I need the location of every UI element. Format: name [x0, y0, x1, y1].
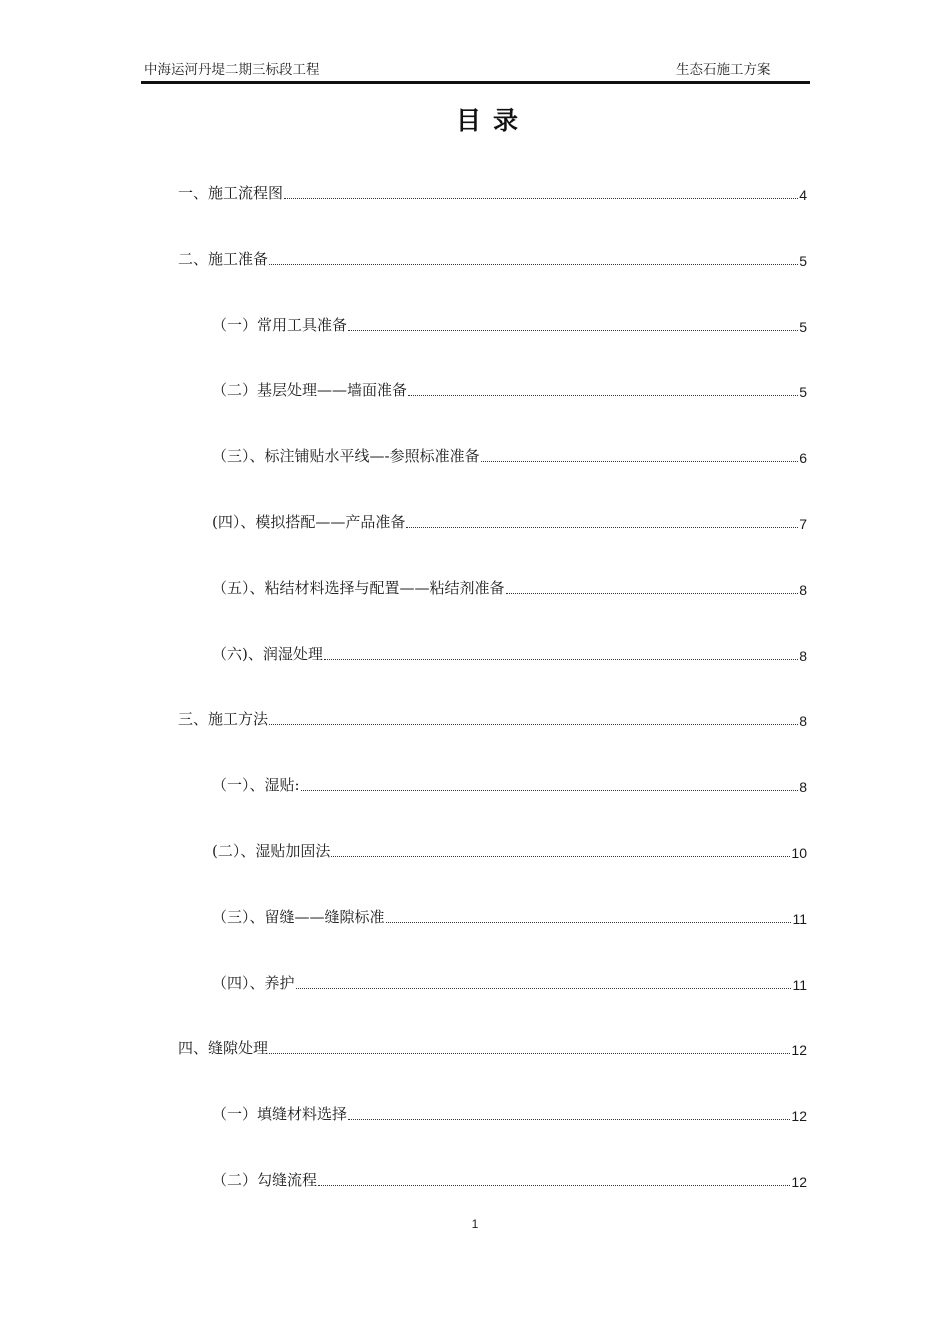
toc-dot-leader [269, 264, 798, 265]
toc-entry[interactable] [212, 905, 807, 927]
toc-entry-label: 二、施工准备 [178, 250, 269, 268]
toc-dot-leader [284, 198, 798, 199]
toc-entry-page: 8 [799, 779, 807, 795]
toc-dot-leader [348, 330, 798, 331]
toc-entry[interactable] [212, 510, 807, 532]
header-document-title: 生态石施工方案 [676, 62, 771, 78]
toc-entry[interactable] [212, 839, 807, 861]
toc-entry-page: 11 [792, 911, 807, 927]
toc-entry-label: （四）、养护 [212, 974, 295, 992]
toc-entry-page: 5 [799, 253, 807, 269]
toc-dot-leader [481, 461, 799, 462]
toc-entry[interactable] [212, 642, 807, 664]
toc-entry[interactable] [212, 576, 807, 598]
toc-entry[interactable] [212, 378, 807, 400]
toc-entry-label: （二）基层处理——墙面准备 [212, 381, 408, 399]
toc-entry[interactable] [212, 971, 807, 993]
toc-dot-leader [406, 527, 798, 528]
toc-entry-page: 12 [791, 1042, 807, 1058]
toc-entry-page: 12 [791, 1174, 807, 1190]
toc-entry-label: （二）勾缝流程 [212, 1171, 318, 1189]
toc-entry-label: （五）、粘结材料选择与配置——粘结剂准备 [212, 579, 505, 597]
toc-dot-leader [386, 922, 792, 923]
toc-title: 目录 [455, 106, 530, 135]
toc-entry-label: （六)、润湿处理 [212, 645, 323, 663]
toc-entry-label: (四）、模拟搭配——产品准备 [212, 513, 406, 531]
toc-dot-leader [296, 988, 792, 989]
header-divider [141, 81, 810, 84]
toc-entry-page: 5 [799, 319, 807, 335]
toc-entry-label: （三）、标注铺贴水平线—-参照标准准备 [212, 447, 480, 465]
toc-entry[interactable] [212, 1102, 807, 1124]
toc-entry[interactable] [212, 1168, 807, 1190]
toc-entry-label: 四、缝隙处理 [178, 1039, 269, 1057]
toc-dot-leader [269, 1053, 790, 1054]
page-number: 1 [471, 1217, 479, 1231]
toc-entry[interactable] [212, 444, 807, 466]
toc-entry[interactable] [178, 181, 807, 203]
toc-entry-page: 8 [799, 713, 807, 729]
toc-entry[interactable] [178, 707, 807, 729]
toc-entry-label: 一、施工流程图 [178, 184, 284, 202]
toc-entry-label: （一）、湿贴: [212, 776, 300, 794]
toc-entry-page: 5 [799, 384, 807, 400]
toc-entry-page: 6 [799, 450, 807, 466]
toc-dot-leader [318, 1185, 790, 1186]
toc-entry-page: 11 [792, 977, 807, 993]
toc-entry-page: 8 [799, 582, 807, 598]
toc-entry-page: 7 [799, 516, 807, 532]
toc-entry-label: 三、施工方法 [178, 710, 269, 728]
toc-entry-page: 8 [799, 648, 807, 664]
toc-entry-page: 12 [791, 1108, 807, 1124]
toc-dot-leader [408, 395, 798, 396]
toc-dot-leader [269, 724, 798, 725]
toc-entry[interactable] [212, 313, 807, 335]
toc-entry-page: 10 [791, 845, 807, 861]
toc-dot-leader [348, 1119, 790, 1120]
toc-dot-leader [324, 659, 798, 660]
toc-entry[interactable] [178, 247, 807, 269]
toc-entry-label: (二）、湿贴加固法 [212, 842, 331, 860]
toc-entry[interactable] [212, 773, 807, 795]
toc-entry-label: （三）、留缝——缝隙标准 [212, 908, 385, 926]
toc-entry-label: （一）常用工具准备 [212, 316, 348, 334]
toc-entry[interactable] [178, 1036, 807, 1058]
toc-dot-leader [331, 856, 790, 857]
toc-dot-leader [506, 593, 799, 594]
toc-entry-page: 4 [799, 187, 807, 203]
toc-dot-leader [301, 790, 799, 791]
toc-entry-label: （一）填缝材料选择 [212, 1105, 348, 1123]
header-project-name: 中海运河丹堤二期三标段工程 [144, 62, 320, 78]
